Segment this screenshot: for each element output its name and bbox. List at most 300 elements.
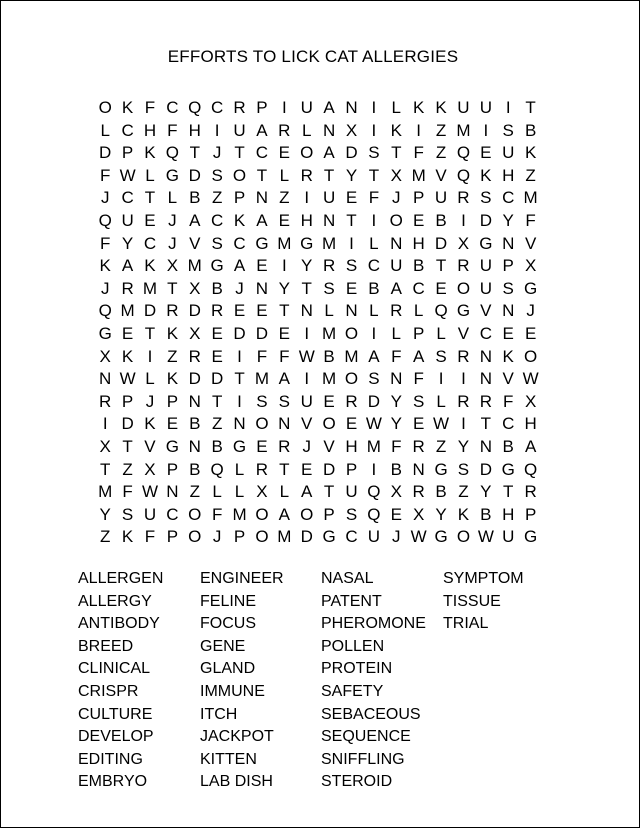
puzzle-title: EFFORTS TO LICK CAT ALLERGIES (167, 47, 459, 66)
word-list-item: SEQUENCE (321, 728, 411, 746)
grid-letter: E (345, 188, 358, 208)
grid-letter: X (99, 436, 111, 456)
grid-letter: D (300, 527, 313, 547)
grid-letter: R (255, 459, 269, 479)
grid-letter: B (211, 278, 223, 298)
grid-letter: I (483, 120, 489, 140)
grid-letter: H (524, 414, 537, 434)
grid-letter: F (167, 120, 178, 140)
grid-letter: C (166, 504, 179, 524)
word-list-item: ANTIBODY (78, 615, 160, 633)
grid-letter: I (505, 98, 511, 117)
grid-letter: O (255, 414, 269, 434)
grid-letter: B (323, 346, 335, 366)
grid-letter: S (345, 504, 358, 524)
grid-letter: V (524, 233, 537, 253)
grid-letter: M (456, 120, 471, 140)
grid-letter: G (524, 278, 538, 298)
grid-letter: Z (458, 482, 469, 502)
grid-letter: G (210, 256, 224, 276)
grid-letter: L (279, 482, 290, 502)
grid-letter: C (143, 233, 157, 253)
grid-letter: F (256, 346, 268, 366)
grid-letter: F (525, 210, 536, 230)
grid-letter: C (211, 98, 224, 117)
grid-letter: R (121, 278, 134, 298)
grid-letter: G (300, 233, 314, 253)
grid-letter: R (322, 256, 336, 276)
grid-letter: E (278, 210, 290, 230)
grid-letter: L (436, 323, 446, 343)
grid-letter: Q (524, 459, 538, 479)
grid-letter: A (524, 436, 537, 456)
grid-letter: A (323, 98, 335, 117)
grid-letter: S (368, 143, 380, 163)
grid-letter: K (166, 323, 179, 343)
grid-letter: J (212, 143, 222, 163)
grid-letter: N (166, 482, 179, 502)
grid-letter: M (523, 188, 538, 208)
grid-letter: V (480, 301, 492, 321)
grid-letter: T (144, 188, 156, 208)
grid-letter: Y (390, 414, 402, 434)
grid-letter: M (120, 301, 135, 321)
grid-letter: G (232, 436, 247, 456)
grid-letter: E (211, 323, 223, 343)
grid-letter: X (189, 278, 201, 298)
word-list-item: STEROID (321, 773, 393, 791)
grid-letter: E (412, 210, 425, 230)
grid-letter: J (302, 436, 311, 456)
grid-letter: L (391, 323, 401, 343)
grid-letter: P (256, 98, 268, 117)
grid-letter: O (98, 98, 112, 117)
grid-letter: Y (480, 482, 492, 502)
grid-letter: I (371, 323, 377, 343)
grid-letter: G (165, 165, 179, 185)
grid-letter: E (256, 301, 268, 321)
word-list-item: POLLEN (321, 637, 385, 655)
grid-letter: A (412, 346, 425, 366)
grid-letter: I (349, 233, 354, 253)
grid-letter: O (456, 278, 471, 298)
grid-letter: L (145, 369, 155, 389)
grid-letter: U (322, 188, 336, 208)
grid-letter: Q (98, 301, 112, 321)
grid-letter: B (390, 459, 402, 479)
grid-letter: P (502, 256, 514, 276)
grid-letter: K (457, 504, 470, 524)
grid-letter: G (501, 459, 515, 479)
grid-letter: S (211, 165, 223, 185)
grid-letter: F (100, 233, 111, 253)
grid-letter: Y (278, 278, 290, 298)
grid-letter: P (166, 459, 179, 479)
grid-letter: Z (211, 188, 223, 208)
grid-letter: O (344, 369, 359, 389)
grid-letter: B (189, 459, 201, 479)
grid-letter: Z (167, 346, 178, 366)
grid-letter: I (461, 210, 466, 230)
grid-letter: D (188, 369, 201, 389)
grid-letter: H (502, 504, 515, 524)
grid-letter: P (524, 504, 537, 524)
grid-letter: T (480, 414, 492, 434)
grid-letter: K (233, 210, 246, 230)
grid-letter: X (189, 323, 201, 343)
grid-letter: Q (188, 98, 202, 117)
word-column (321, 568, 443, 794)
grid-letter: E (256, 256, 268, 276)
grid-letter: H (345, 436, 358, 456)
grid-letter: D (345, 143, 358, 163)
grid-letter: D (188, 301, 201, 321)
grid-letter: I (461, 414, 466, 434)
grid-letter: Z (122, 459, 133, 479)
grid-letter: M (277, 233, 292, 253)
grid-letter: W (477, 527, 494, 547)
grid-letter: A (189, 210, 201, 230)
grid-letter: H (188, 120, 201, 140)
grid-letter: U (457, 98, 470, 117)
grid-letter: R (233, 98, 246, 117)
word-list-item: GENE (200, 637, 246, 655)
grid-letter: M (344, 346, 359, 366)
grid-letter: Z (279, 188, 290, 208)
grid-letter: W (365, 414, 382, 434)
grid-letter: F (144, 527, 156, 547)
grid-letter: U (300, 391, 313, 411)
grid-letter: E (345, 278, 358, 298)
grid-letter: Z (189, 482, 200, 502)
grid-letter: X (524, 391, 537, 411)
word-list-item: CLINICAL (78, 660, 151, 678)
grid-letter: K (99, 256, 111, 276)
grid-letter: E (211, 346, 223, 366)
grid-letter: F (368, 188, 380, 208)
grid-letter: M (254, 369, 270, 389)
grid-letter: E (144, 210, 156, 230)
grid-letter: X (390, 165, 402, 185)
grid-letter: S (278, 391, 290, 411)
grid-letter: J (526, 301, 535, 321)
grid-letter: W (433, 414, 450, 434)
grid-letter: D (99, 143, 112, 163)
grid-letter: N (345, 301, 358, 321)
grid-letter: A (256, 210, 268, 230)
grid-letter: Y (435, 504, 447, 524)
grid-letter: Y (121, 233, 134, 253)
grid-letter: M (322, 323, 337, 343)
grid-letter: R (457, 346, 470, 366)
grid-letter: T (323, 482, 335, 502)
word-column (443, 568, 565, 794)
grid-letter: M (142, 278, 158, 298)
grid-letter: L (324, 301, 334, 321)
grid-letter: M (322, 233, 337, 253)
grid-letter: M (232, 504, 247, 524)
grid-letter: M (98, 482, 113, 502)
grid-letter: Y (390, 391, 402, 411)
grid-letter: T (122, 436, 133, 456)
grid-letter: G (98, 323, 112, 343)
word-list-item: CRISPR (78, 682, 139, 700)
grid-letter: L (369, 301, 379, 321)
grid-letter: K (435, 98, 447, 117)
grid-letter: L (279, 165, 290, 185)
word-list-item: TRIAL (443, 615, 489, 633)
grid-letter: J (100, 278, 110, 298)
grid-letter: B (502, 436, 514, 456)
grid-letter: N (390, 233, 403, 253)
grid-letter: R (524, 482, 537, 502)
grid-letter: S (256, 391, 268, 411)
grid-letter: R (166, 301, 179, 321)
grid-letter: T (435, 256, 447, 276)
grid-letter: F (122, 482, 133, 502)
grid-letter: U (233, 120, 246, 140)
grid-letter: N (322, 120, 336, 140)
grid-letter: I (281, 98, 287, 117)
grid-letter: P (233, 527, 246, 547)
word-list-item: SEBACEOUS (321, 705, 421, 723)
grid-letter: C (367, 256, 381, 276)
grid-letter: D (434, 233, 448, 253)
grid-letter: T (279, 459, 290, 479)
grid-letter: J (212, 527, 222, 547)
grid-letter: D (188, 165, 201, 185)
grid-letter: R (300, 165, 313, 185)
grid-letter: C (502, 414, 515, 434)
grid-letter: T (234, 143, 245, 163)
grid-letter: J (145, 391, 155, 411)
word-list-item: PATENT (321, 592, 382, 610)
grid-letter: M (366, 436, 381, 456)
grid-letter: N (412, 459, 425, 479)
grid-letter: X (256, 482, 268, 502)
grid-letter: S (323, 278, 335, 298)
grid-letter: N (479, 436, 492, 456)
grid-letter: Z (435, 143, 447, 163)
grid-letter: L (234, 459, 245, 479)
grid-letter: E (301, 459, 313, 479)
grid-letter: P (166, 391, 179, 411)
grid-letter: N (233, 414, 246, 434)
grid-letter: F (503, 391, 514, 411)
grid-letter: E (390, 504, 402, 524)
grid-letter: L (167, 188, 178, 208)
grid-letter: R (99, 391, 112, 411)
grid-letter: A (390, 278, 402, 298)
grid-letter: N (502, 301, 515, 321)
grid-letter: I (304, 188, 310, 208)
grid-letter: C (211, 210, 224, 230)
grid-letter: W (298, 346, 315, 366)
grid-letter: S (480, 188, 492, 208)
grid-letter: P (121, 143, 134, 163)
grid-letter: T (279, 301, 290, 321)
grid-letter: N (502, 233, 515, 253)
word-list-item: CULTURE (78, 705, 153, 723)
grid-letter: N (300, 301, 313, 321)
grid-letter: X (524, 256, 537, 276)
grid-letter: J (168, 210, 177, 230)
grid-letter: F (413, 143, 424, 163)
grid-letter: W (141, 482, 158, 502)
grid-letter: D (121, 414, 134, 434)
grid-letter: O (344, 323, 359, 343)
grid-letter: C (502, 188, 515, 208)
grid-letter: T (256, 165, 268, 185)
grid-letter: I (281, 256, 287, 276)
grid-letter: T (167, 278, 178, 298)
grid-letter: T (323, 165, 335, 185)
grid-letter: A (233, 256, 246, 276)
grid-letter: C (479, 323, 492, 343)
grid-letter: J (168, 233, 177, 253)
grid-letter: C (412, 278, 425, 298)
word-list-item: DEVELOP (78, 728, 154, 746)
grid-letter: N (99, 369, 112, 389)
grid-letter: I (214, 120, 220, 140)
grid-letter: G (456, 301, 471, 321)
grid-letter: Y (301, 256, 313, 276)
grid-letter: R (278, 436, 291, 456)
grid-letter: R (188, 346, 201, 366)
grid-letter: S (211, 233, 223, 253)
grid-letter: T (144, 323, 156, 343)
grid-letter: R (457, 391, 470, 411)
grid-letter: B (412, 256, 425, 276)
grid-letter: Q (210, 459, 224, 479)
grid-letter: I (102, 414, 108, 434)
grid-letter: K (144, 414, 156, 434)
grid-letter: I (304, 369, 310, 389)
grid-letter: P (323, 504, 335, 524)
grid-letter: H (502, 165, 515, 185)
word-list-item: JACKPOT (200, 728, 274, 746)
grid-letter: V (144, 436, 156, 456)
grid-letter: U (143, 504, 157, 524)
grid-letter: U (300, 98, 313, 117)
grid-letter: Q (98, 210, 112, 230)
grid-letter: E (502, 323, 514, 343)
grid-letter: D (233, 323, 246, 343)
grid-letter: F (211, 504, 223, 524)
grid-letter: T (368, 165, 380, 185)
grid-letter: T (391, 143, 402, 163)
grid-letter: C (345, 527, 358, 547)
grid-letter: A (121, 256, 134, 276)
grid-letter: N (479, 346, 492, 366)
grid-letter: G (255, 233, 269, 253)
word-list-item: EDITING (78, 750, 143, 768)
grid-letter: D (211, 369, 224, 389)
grid-letter: S (412, 391, 425, 411)
grid-letter: K (480, 165, 492, 185)
grid-letter: B (211, 436, 223, 456)
grid-letter: X (144, 459, 156, 479)
word-list-item: ITCH (200, 705, 238, 723)
grid-letter: A (278, 504, 290, 524)
grid-letter: I (237, 346, 242, 366)
grid-letter: O (232, 165, 247, 185)
grid-letter: C (255, 143, 269, 163)
grid-letter: H (143, 120, 157, 140)
grid-letter: Z (525, 165, 536, 185)
grid-letter: V (189, 233, 201, 253)
grid-letter: S (457, 459, 470, 479)
grid-letter: T (100, 459, 111, 479)
grid-letter: S (502, 278, 514, 298)
grid-letter: R (390, 301, 403, 321)
grid-letter: N (322, 210, 336, 230)
grid-letter: T (525, 98, 536, 117)
word-column (78, 568, 200, 794)
grid-letter: M (277, 527, 292, 547)
grid-letter: Z (211, 414, 223, 434)
grid-letter: U (367, 527, 381, 547)
word-list-item: SYMPTOM (443, 570, 524, 587)
grid-letter: R (211, 301, 224, 321)
grid-letter: I (416, 120, 422, 140)
grid-letter: L (145, 165, 155, 185)
grid-letter: C (121, 120, 134, 140)
grid-letter: K (121, 346, 134, 366)
grid-letter: U (479, 98, 492, 117)
grid-letter: B (189, 188, 201, 208)
grid-letter: N (278, 414, 291, 434)
word-column (200, 568, 321, 794)
grid-letter: O (188, 504, 202, 524)
grid-letter: V (502, 369, 514, 389)
word-list-item: SNIFFLING (321, 750, 405, 768)
grid-letter: S (121, 504, 134, 524)
grid-letter: U (479, 256, 492, 276)
grid-letter: C (166, 98, 179, 117)
grid-letter: L (212, 482, 222, 502)
grid-letter: J (235, 278, 244, 298)
grid-letter: B (189, 414, 201, 434)
grid-letter: Y (345, 165, 358, 185)
grid-letter: S (502, 120, 514, 140)
grid-letter: R (457, 188, 470, 208)
grid-letter: I (371, 98, 377, 117)
word-list-item: EMBRYO (78, 773, 148, 791)
grid-letter: D (322, 459, 336, 479)
grid-letter: W (410, 527, 427, 547)
grid-letter: P (166, 527, 179, 547)
grid-letter: N (345, 98, 358, 117)
grid-letter: X (390, 482, 402, 502)
grid-letter: S (345, 256, 358, 276)
grid-letter: E (524, 323, 537, 343)
grid-letter: T (346, 210, 357, 230)
grid-letter: J (392, 527, 401, 547)
grid-letter: L (100, 120, 110, 140)
grid-letter: D (479, 459, 492, 479)
grid-letter: F (279, 346, 290, 366)
grid-letter: I (147, 346, 153, 366)
grid-letter: H (412, 233, 425, 253)
grid-letter: N (255, 188, 269, 208)
grid-letter: U (121, 210, 134, 230)
grid-letter: E (480, 143, 492, 163)
grid-letter: I (371, 120, 377, 140)
grid-letter: R (412, 436, 425, 456)
grid-letter: K (121, 527, 134, 547)
word-list-item: IMMUNE (200, 682, 265, 700)
